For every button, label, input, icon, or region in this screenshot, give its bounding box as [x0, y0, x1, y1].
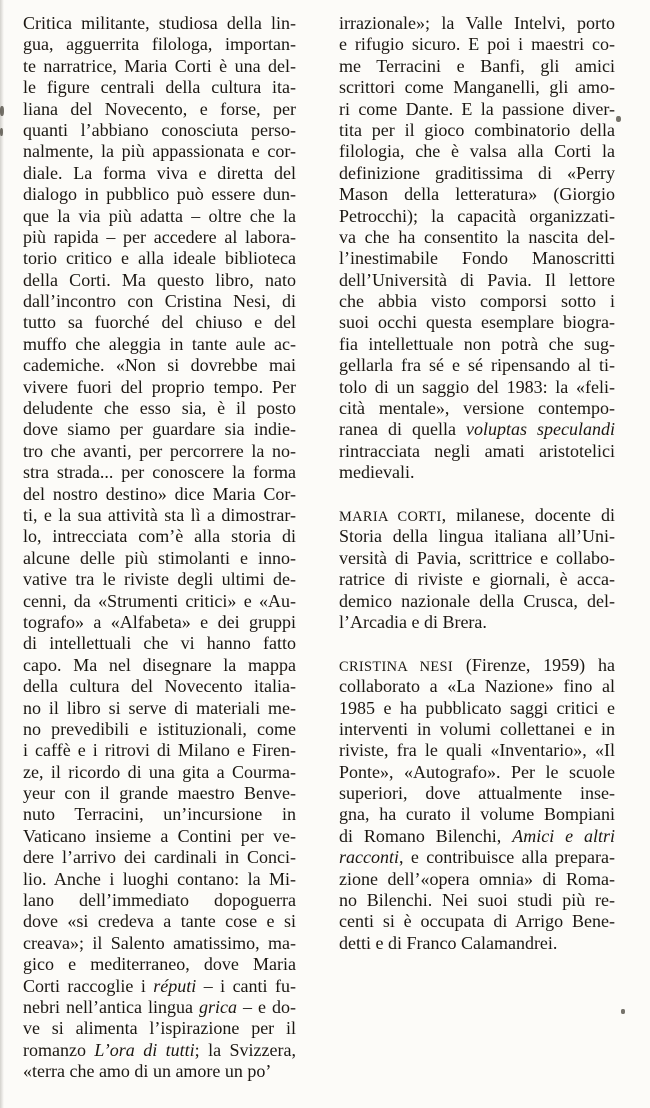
text-line: CRISTINA NESI (Firenze, 1959) ha: [339, 654, 615, 675]
text-line: detti e di Franco Calamandrei.: [339, 932, 558, 953]
text-line: ri come Dante. E la passione diver-: [339, 98, 615, 119]
text-line: yeur con il grande maestro Benve-: [23, 783, 296, 804]
text-line: centi si è occupata di Arrigo Bene-: [339, 911, 615, 932]
text-line: nalmente, la più appassionata e cor-: [23, 141, 296, 162]
text-line: MARIA CORTI, milanese, docente di: [339, 504, 615, 525]
scan-speck: [621, 1009, 625, 1014]
text-line: liana del Novecento, e forse, per: [23, 98, 296, 119]
text-line: fia intellettuale non potrà che sug-: [339, 333, 615, 354]
small-caps-name: MARIA CORTI: [339, 508, 442, 525]
text-line: no il libro si serve di materiali me-: [23, 697, 296, 718]
text-line: diale. La forma viva e diretta del: [23, 162, 296, 183]
text-line: tita per il gioco combinatorio della: [339, 119, 615, 140]
text-line: le figure centrali della cultura ita-: [23, 77, 296, 98]
text-line: creava»; il Salento amatissimo, ma-: [23, 932, 296, 953]
text-line: vivere fuori del proprio tempo. Per: [23, 376, 296, 397]
text-line: vative tra le riviste degli ultimi de-: [23, 569, 296, 590]
text-line: riviste, fra le quali «Inventario», «Il: [339, 740, 615, 761]
text-line: definizione graditissima di «Perry: [339, 162, 615, 183]
text-line: ranea di quella voluptas speculandi: [339, 419, 615, 440]
text-column-left: [23, 13, 296, 1083]
text-line: Petrocchi); la capacità organizzati-: [339, 205, 615, 226]
text-line: collaborato a «La Nazione» fino al: [339, 676, 615, 697]
text-line: dove siamo per guardare sia indie-: [23, 419, 296, 440]
scan-speck: [0, 128, 3, 136]
scan-speck: [616, 116, 621, 122]
text-line: demico nazionale della Crusca, del-: [339, 590, 615, 611]
text-line: tutto sa fuorché del chiuso e del: [23, 312, 296, 333]
text-line: interventi in volumi collettanei e in: [339, 718, 615, 739]
small-caps-name: CRISTINA NESI: [339, 658, 454, 675]
text-line: Vaticano insieme a Contini per ve-: [23, 825, 296, 846]
text-line: che abbia visto comporsi sotto i: [339, 291, 615, 312]
text-line: di intellettuali che vi hanno fatto: [23, 633, 296, 654]
text-line: Mason della letteratura» (Giorgio: [339, 184, 615, 205]
text-line: gico e mediterraneo, dove Maria: [23, 954, 296, 975]
text-line: Storia della lingua italiana all’Uni-: [339, 526, 615, 547]
text-line: della cultura del Novecento italia-: [23, 676, 296, 697]
text-line: ze, il ricordo di una gita a Courma-: [23, 761, 296, 782]
paragraph-gap: [339, 633, 615, 654]
text-line: dove «si credeva a tante cose e si: [23, 911, 296, 932]
text-line: i caffè e i ritrovi di Milano e Firen-: [23, 740, 296, 761]
text-line: tro che avanti, per percorrere la no-: [23, 440, 296, 461]
text-line: 1985 e ha pubblicato saggi critici e: [339, 697, 615, 718]
text-line: «terra che amo di un amore un po’: [23, 1061, 272, 1082]
text-line: romanzo L’ora di tutti; la Svizzera,: [23, 1039, 296, 1060]
text-line: Corti raccoglie i réputi – i canti fu-: [23, 975, 296, 996]
text-line: cità mentale», versione contempo-: [339, 398, 615, 419]
text-line: l’inestimabile Fondo Manoscritti: [339, 248, 615, 269]
scan-speck: [0, 106, 4, 116]
text-line: lano dell’immediato dopoguerra: [23, 890, 296, 911]
text-line: filologia, che è valsa alla Corti la: [339, 141, 615, 162]
text-line: me Terracini e Banfi, gli amici: [339, 55, 615, 76]
text-line: Ponte», «Autografo». Per le scuole: [339, 761, 615, 782]
text-line: nuto Terracini, un’incursione in: [23, 804, 296, 825]
text-line: ve si alimenta l’ispirazione per il: [23, 1018, 296, 1039]
text-line: gna, ha curato il volume Bompiani: [339, 804, 615, 825]
text-line: dialogo in pubblico può essere dun-: [23, 184, 296, 205]
text-line: racconti, e contribuisce alla prepara-: [339, 847, 615, 868]
text-line: stra strada... per conoscere la forma: [23, 462, 296, 483]
text-line: ti, e la sua attività sta lì a dimostrar-: [23, 504, 296, 525]
text-line: va che ha consentito la nascita del-: [339, 226, 615, 247]
text-line: muffo che aleggia in tante aule ac-: [23, 333, 296, 354]
text-line: rintracciata negli amati aristotelici: [339, 440, 615, 461]
text-line: deludente che esso sia, è il posto: [23, 398, 296, 419]
text-line: più rapida – per accedere al labora-: [23, 226, 296, 247]
text-line: e rifugio sicuro. E poi i maestri co-: [339, 34, 615, 55]
text-line: gellarla fra sé e sé ripensando al ti-: [339, 355, 615, 376]
text-line: no prevedibili e istituzionali, come: [23, 718, 296, 739]
text-line: capo. Ma nel disegnare la mappa: [23, 654, 296, 675]
text-line: torio critico e alla ideale biblioteca: [23, 248, 296, 269]
text-line: irrazionale»; la Valle Intelvi, porto: [339, 13, 615, 33]
text-line: medievali.: [339, 462, 415, 483]
paragraph-gap: [339, 484, 615, 505]
text-line: tolo di un saggio del 1983: la «feli-: [339, 376, 615, 397]
text-line: cenni, da «Strumenti critici» e «Au-: [23, 590, 296, 611]
text-line: que la via più adatta – oltre che la: [23, 205, 296, 226]
text-line: dell’Università di Pavia. Il lettore: [339, 269, 615, 290]
text-line: no Bilenchi. Nei suoi studi più re-: [339, 890, 615, 911]
text-line: scrittori come Manganelli, gli amo-: [339, 77, 615, 98]
text-column-right: [339, 13, 615, 954]
text-line: l’Arcadia e di Brera.: [339, 611, 487, 632]
text-line: della Corti. Ma questo libro, nato: [23, 269, 296, 290]
text-line: dall’incontro con Cristina Nesi, di: [23, 291, 296, 312]
text-line: lo, intrecciata com’è alla storia di: [23, 526, 296, 547]
text-line: superiori, dove attualmente inse-: [339, 783, 615, 804]
text-line: quanti l’abbiano conosciuta perso-: [23, 119, 296, 140]
text-line: gua, agguerrita filologa, importan-: [23, 34, 296, 55]
text-line: tografo» a «Alfabeta» e dei gruppi: [23, 611, 296, 632]
text-line: zione dell’«opera omnia» di Roma-: [339, 868, 615, 889]
text-line: ratrice di riviste e giornali, è acca-: [339, 569, 615, 590]
text-line: cademiche. «Non si dovrebbe mai: [23, 355, 296, 376]
text-line: di Romano Bilenchi, Amici e altri: [339, 825, 615, 846]
text-line: nebri nell’antica lingua grica – e do-: [23, 996, 296, 1017]
text-line: del nostro destino» dice Maria Cor-: [23, 483, 296, 504]
text-line: versità di Pavia, scrittrice e collabo-: [339, 547, 615, 568]
text-line: Critica militante, studiosa della lin-: [23, 13, 296, 33]
text-line: suoi occhi questa esemplare biogra-: [339, 312, 615, 333]
scan-gutter-shadow: [0, 0, 4, 1108]
text-line: lio. Anche i luoghi contano: la Mi-: [23, 868, 296, 889]
text-line: alcune delle più stimolanti e inno-: [23, 547, 296, 568]
text-line: te narratrice, Maria Corti è una del-: [23, 55, 296, 76]
text-line: dere l’arrivo dei cardinali in Conci-: [23, 847, 296, 868]
